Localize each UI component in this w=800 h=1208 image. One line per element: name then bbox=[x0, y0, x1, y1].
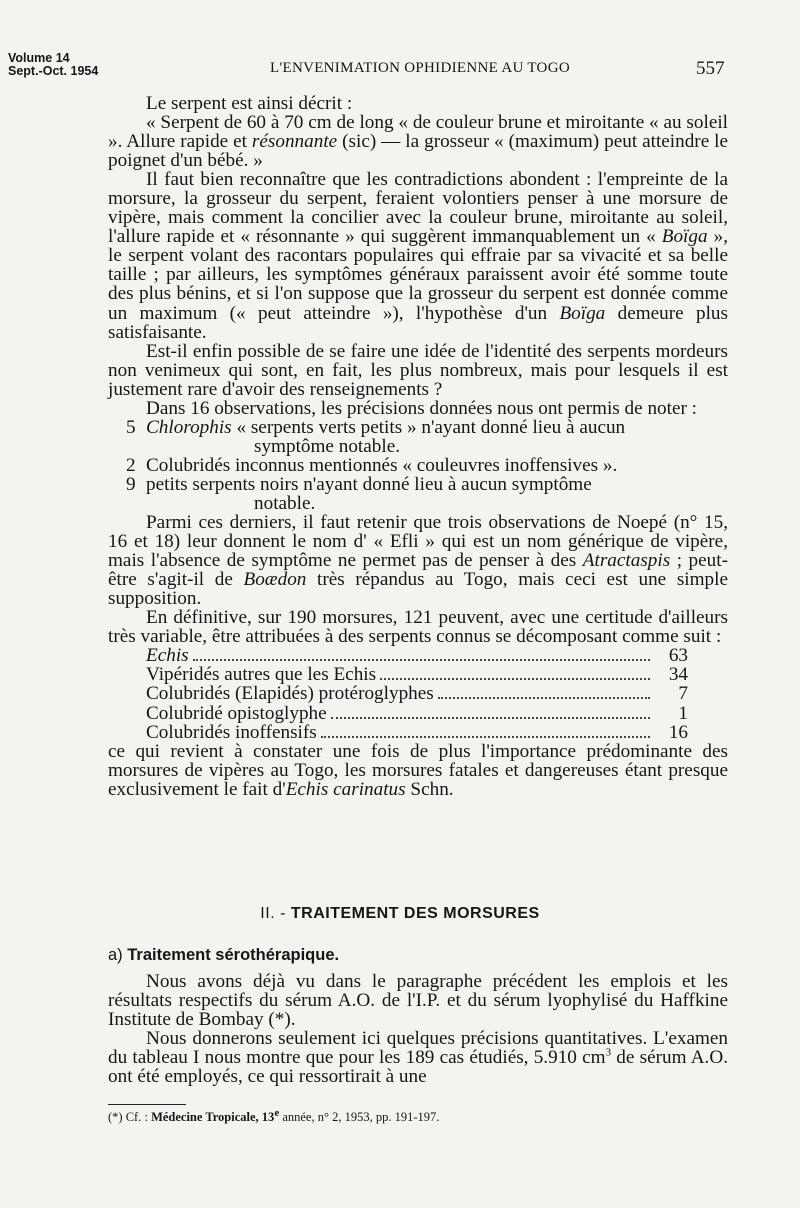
paragraph-conclusion: ce qui revient à constater une fois de plus l'importance prédominante des morsures de vipères au Togo, les morsures fatales et dangereuses étant presque exclusivement le fait d'Echis carinatus Schn. bbox=[108, 740, 728, 800]
running-title: L'ENVENIMATION OPHIDIENNE AU TOGO bbox=[270, 60, 570, 76]
table-row: Echis 63 bbox=[146, 645, 688, 667]
list-item: 5 Chlorophis « serpents verts petits » n'ayant donné lieu à aucun symptôme notable. bbox=[126, 416, 626, 457]
volume-number: Volume 14 bbox=[8, 51, 70, 65]
footnote-divider bbox=[108, 1104, 186, 1105]
list-item: 9 petits serpents noirs n'ayant donné lieu à aucun symptôme notable. bbox=[126, 473, 592, 514]
list-item: 2 Colubridés inconnus mentionnés « couleuvres inoffensives ». bbox=[126, 454, 618, 476]
paragraph-definitive: En définitive, sur 190 morsures, 121 peuvent, avec une certitude d'ailleurs très variable, être attribuées à des serpents connus se décomposant comme suit : bbox=[108, 607, 728, 648]
body-text-treatment bbox=[108, 972, 728, 1086]
subsection-heading: a) Traitement sérothérapique. bbox=[108, 946, 340, 964]
bite-distribution-table bbox=[146, 646, 688, 741]
footnote: (*) Cf. : Médecine Tropicale, 13e année, n° 2, 1953, pp. 191-197. bbox=[108, 1106, 440, 1124]
volume-info bbox=[8, 52, 98, 78]
paragraph-serotherapy-1: Nous avons déjà vu dans le paragraphe précédent les emplois et les résultats respectifs du sérum A.O. de l'I.P. et du sérum lyophylisé du Haffkine Institute de Bombay (*). bbox=[108, 971, 728, 1031]
paragraph-contradictions: Il faut bien reconnaître que les contradictions abondent : l'empreinte de la morsure, la grosseur du serpent, feraient volontiers penser à une morsure de vipère, mais comment la concilier avec la couleur brune, miroitante au soleil, l'allure rapide et « résonnante » qui suggèrent immanquablement un « Boïga », le serpent volant des racontars populaires qui effraie par sa vivacité et sa belle taille ; par ailleurs, les symptômes généraux paraissent avoir été somme toute des plus bénins, et si l'on suppose que la grosseur du serpent est donnée comme un maximum (« peut atteindre »), l'hypothèse d'un Boïga demeure plus satisfaisante. bbox=[108, 169, 729, 343]
section-heading: II. - TRAITEMENT DES MORSURES bbox=[260, 905, 540, 922]
table-row: Colubridés inoffensifs 16 bbox=[146, 721, 688, 743]
body-text bbox=[108, 94, 728, 799]
table-row: Colubridé opistoglyphe 1 bbox=[146, 702, 688, 724]
paragraph-intro: Le serpent est ainsi décrit : bbox=[146, 93, 353, 114]
issue-date: Sept.-Oct. 1954 bbox=[8, 64, 99, 78]
paragraph-quote: « Serpent de 60 à 70 cm de long « de couleur brune et miroitante « au soleil ». Allure rapide et résonnante (sic) — la grosseur « (maximum) peut atteindre le poignet d'un bébé. » bbox=[108, 112, 729, 172]
paragraph-serotherapy-2: Nous donnerons seulement ici quelques précisions quantitatives. L'examen du tableau I nous montre que pour les 189 cas étudiés, 5.910 $cm^3$ de sérum A.O. ont été employés, ce qui ressortirait à une bbox=[108, 1028, 728, 1088]
paragraph-parmi: Parmi ces derniers, il faut retenir que trois observations de Noepé (n° 15, 16 et 18) leur donnent le nom d' « Efli » qui est un nom générique de vipère, mais l'absence de symptôme ne permet pas de penser à des Atractaspis ; peut-être s'agit-il de Boædon très répandus au Togo, mais ceci est une simple supposition. bbox=[108, 512, 728, 610]
paragraph-observations: Dans 16 observations, les précisions données nous ont permis de noter : bbox=[146, 397, 698, 419]
paragraph-question: Est-il enfin possible de se faire une idée de l'identité des serpents mordeurs non venimeux qui sont, en fait, les plus nombreux, mais pour lesquels il est justement rare d'avoir des renseignements ? bbox=[108, 340, 728, 400]
table-row: Vipéridés autres que les Echis 34 bbox=[146, 664, 688, 686]
page-number: 557 bbox=[696, 58, 725, 79]
table-row: Colubridés (Elapidés) protéroglyphes 7 bbox=[146, 683, 688, 705]
